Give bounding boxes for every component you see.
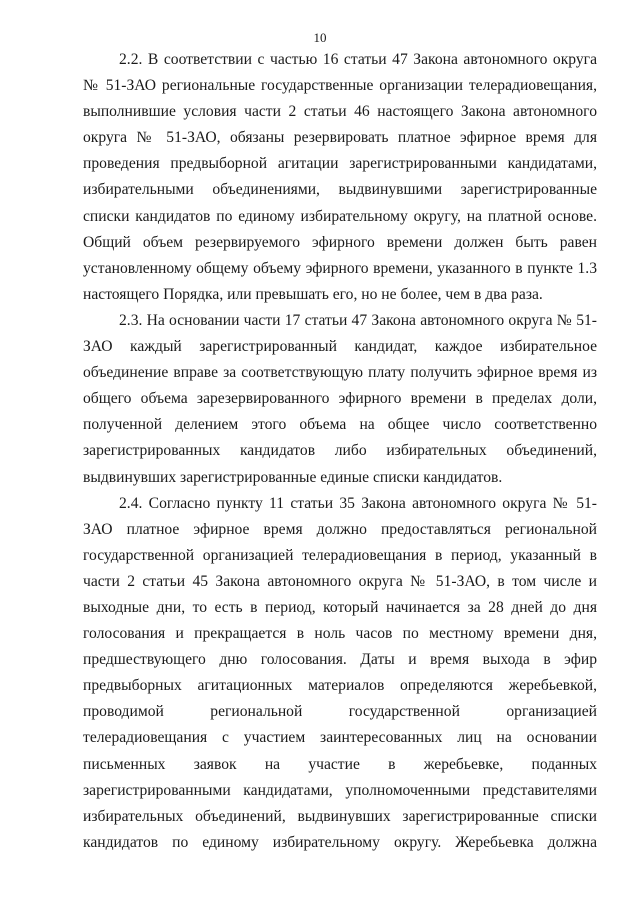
page-number: 10 — [313, 30, 327, 45]
paragraph-2-3: 2.3. На основании части 17 статьи 47 Закона автономного округа № 51-ЗАО каждый зарегистрированный кандидат, каждое избирательное объединение вправе за соответствующую плату получить эфирное время из общего объема зарезервированного эфирного времени в пределах доли, полученной делением этого объема на общее число соответственно зарегистрированных кандидатов либо избирательных объединений, выдвинувших зарегистрированные единые списки кандидатов. — [83, 311, 597, 486]
document-body — [83, 47, 597, 856]
paragraph-2-4: 2.4. Согласно пункту 11 статьи 35 Закона автономного округа № 51-ЗАО платное эфирное время должно предоставляться региональной государственной организацией телерадиовещания в период, указанный в части 2 статьи 45 Закона автономного округа № 51-ЗАО, в том числе и выходные дни, то есть в период, который начинается за 28 дней до дня голосования и прекращается в ноль часов по местному времени дня, предшествующего дню голосования. Даты и время выхода в эфир предвыборных агитационных материалов определяются жеребьевкой, проводимой региональной государственной организацией телерадиовещания с участием заинтересованных лиц на основании письменных заявок на участие в жеребьевке, поданных зарегистрированными кандидатами, уполномоченными представителями избирательных объединений, выдвинувших зарегистрированные списки кандидатов по единому избирательному округу. Жеребьевка должна — [83, 494, 597, 851]
paragraph-2-2: 2.2. В соответствии с частью 16 статьи 47 Закона автономного округа № 51-ЗАО региональные государственные организации телерадиовещания, выполнившие условия части 2 статьи 46 настоящего Закона автономного округа № 51-ЗАО, обязаны резервировать платное эфирное время для проведения предвыборной агитации зарегистрированными кандидатами, избирательными объединениями, выдвинувшими зарегистрированные списки кандидатов по единому избирательному округу, на платной основе. Общий объем резервируемого эфирного времени должен быть равен установленному общему объему эфирного времени, указанного в пункте 1.3 настоящего Порядка, или превышать его, но не более, чем в два раза. — [83, 51, 597, 303]
